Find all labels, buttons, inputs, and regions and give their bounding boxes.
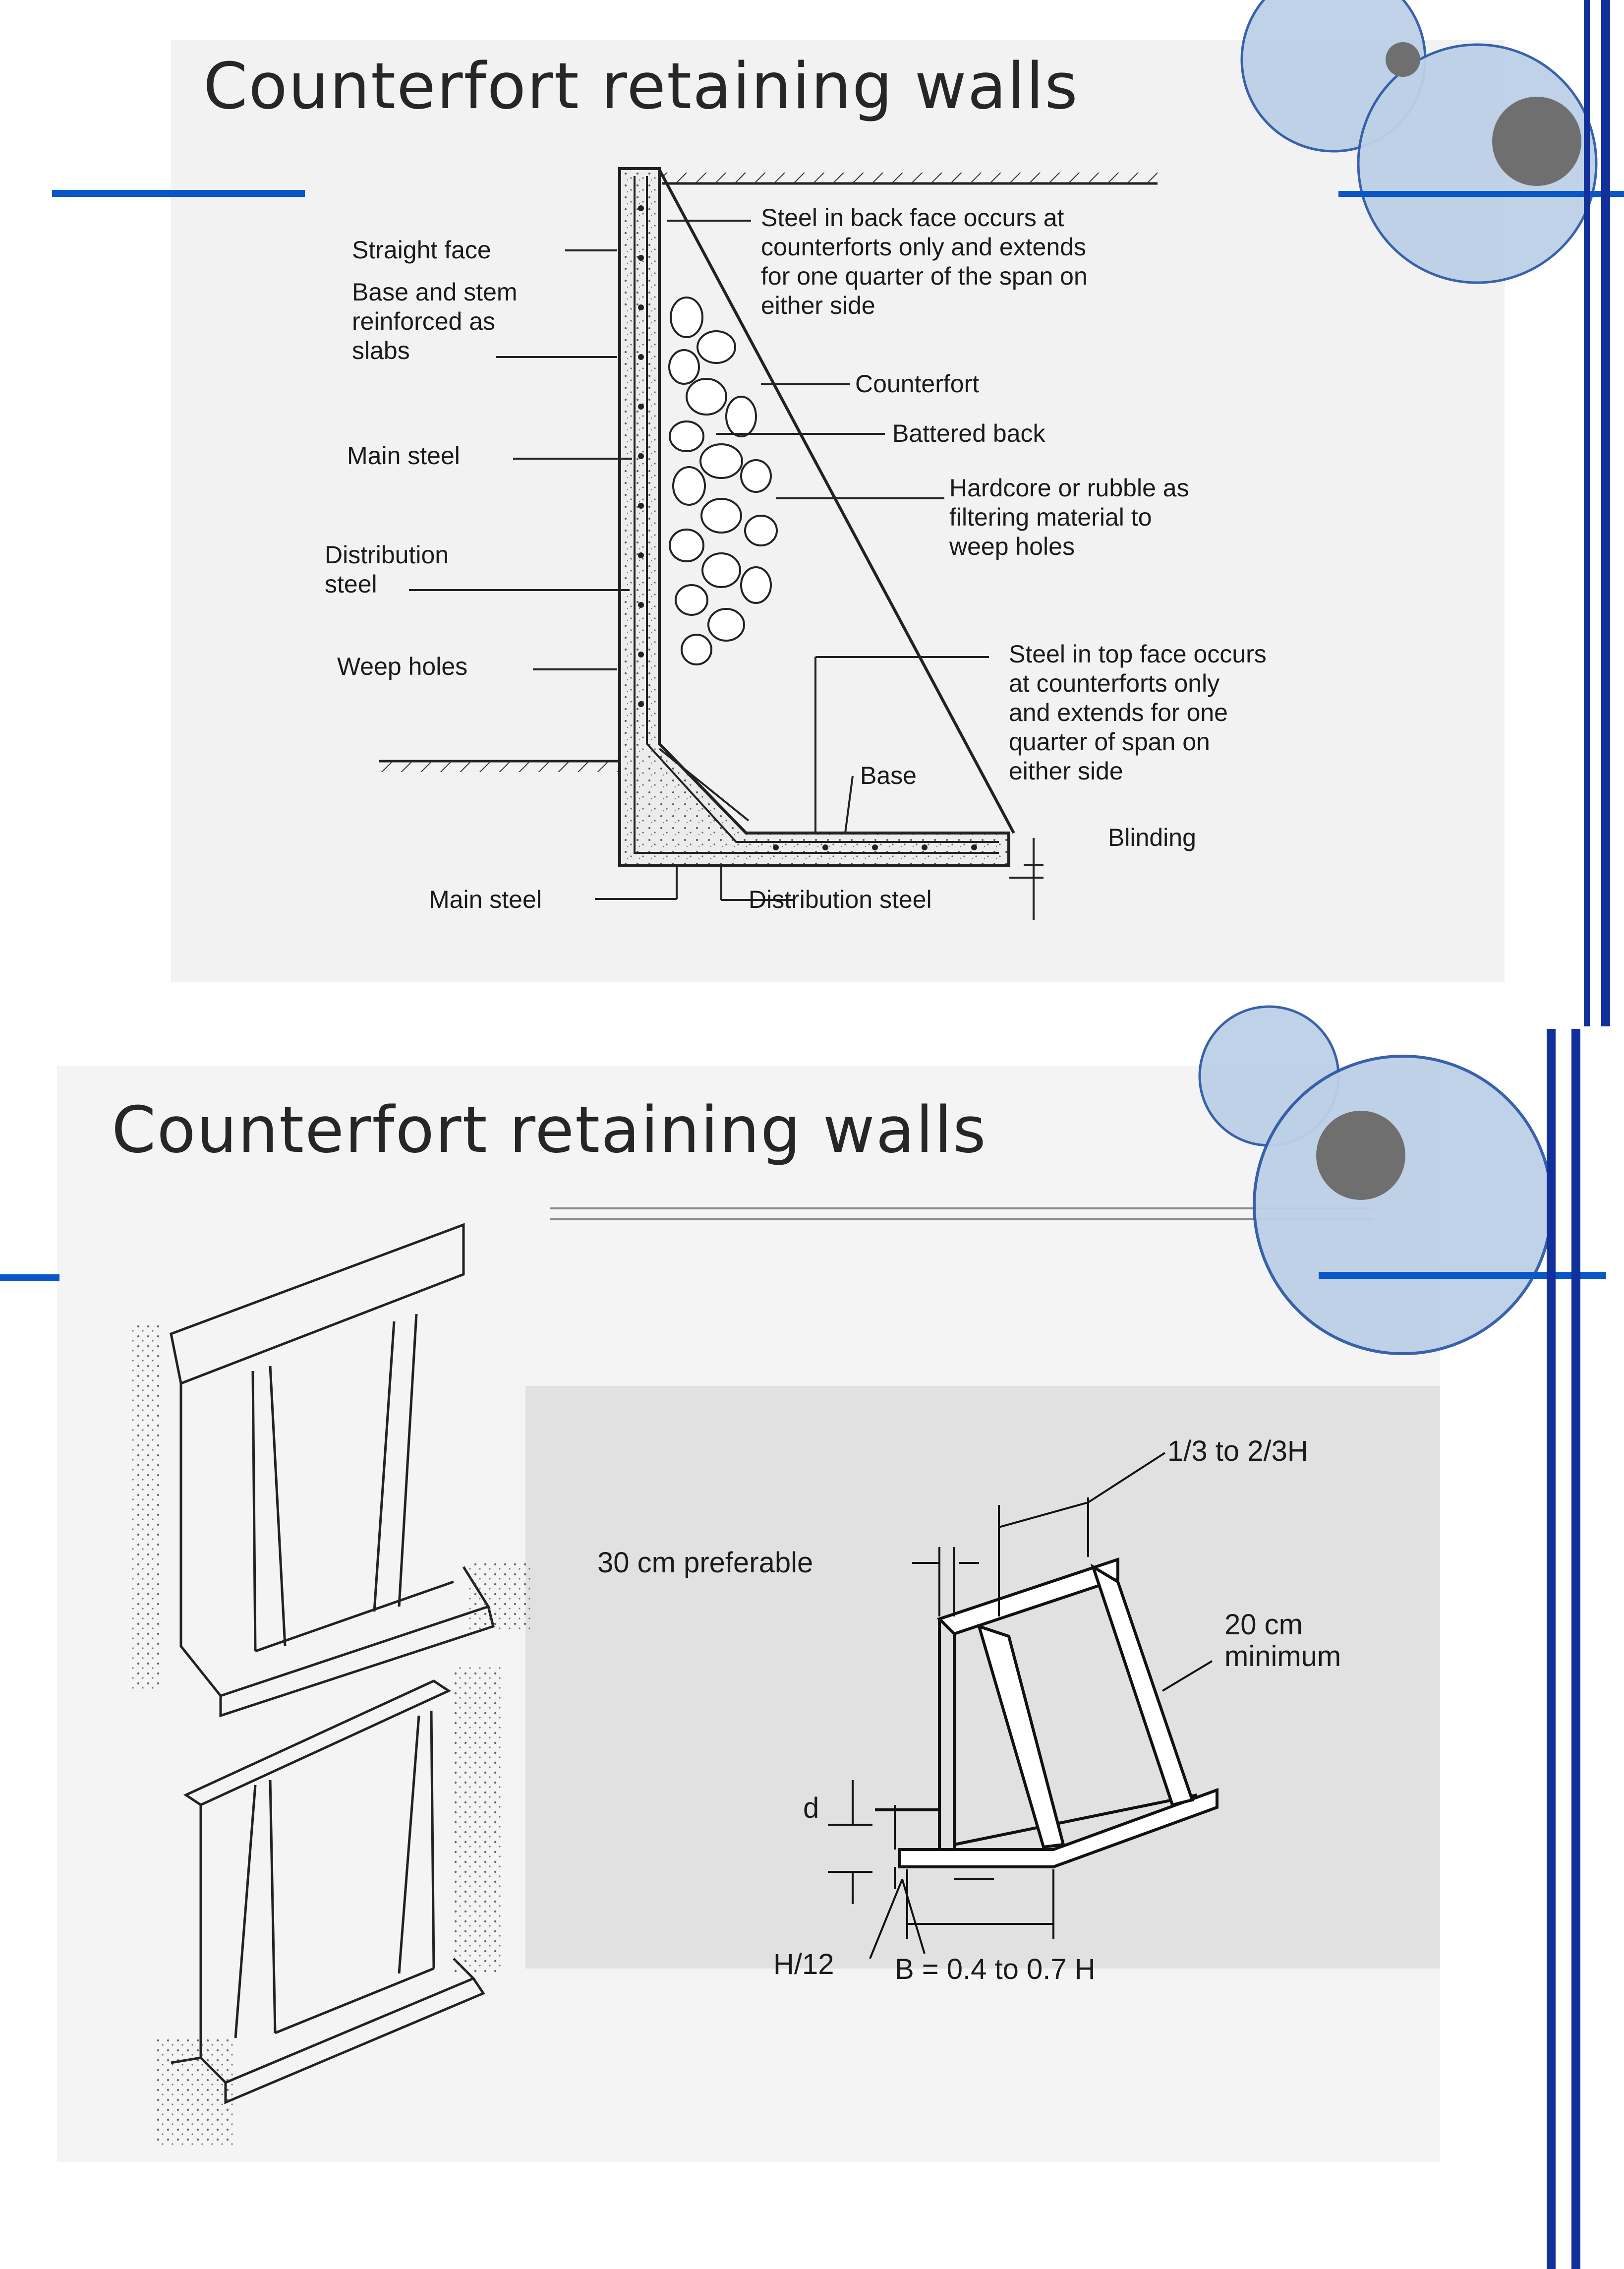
label-counterfort-thickness: 20 cm minimum [1224,1609,1341,1672]
label-base: Base [860,762,917,789]
label-blinding: Blinding [1108,824,1196,851]
label-main-steel-left: Main steel [347,442,460,470]
label-weep-holes: Weep holes [337,653,468,680]
label-base-thickness: H/12 [773,1948,834,1980]
label-depth: d [803,1792,819,1824]
slide-2-title: Counterfort retaining walls [112,1093,987,1167]
label-battered-back: Battered back [892,419,1045,447]
label-spacing: 1/3 to 2/3H [1167,1435,1308,1467]
label-top-thickness: 30 cm preferable [597,1547,813,1579]
section-diagram [171,40,1505,982]
label-steel-top-face: Steel in top face occurs at counterforts only and extends for one quarter of span on either side [1009,640,1267,785]
slide-1 [171,40,1505,982]
label-base-stem: Base and stem reinforced as slabs [352,278,518,364]
label-straight-face: Straight face [352,236,491,264]
label-main-steel-bottom: Main steel [429,886,542,913]
label-hardcore: Hardcore or rubble as filtering material to weep holes [949,474,1189,560]
label-base-width: B = 0.4 to 0.7 H [895,1953,1096,1985]
slide-2 [57,1066,1440,2162]
label-steel-back-face: Steel in back face occurs at counterforts only and extends for one quarter of the span on either side [761,204,1088,319]
label-counterfort: Counterfort [855,370,980,398]
label-distribution-steel-bottom: Distribution steel [749,886,932,913]
label-distribution-steel-left: Distribution steel [325,541,449,598]
slide-1-title: Counterfort retaining walls [203,50,1079,123]
